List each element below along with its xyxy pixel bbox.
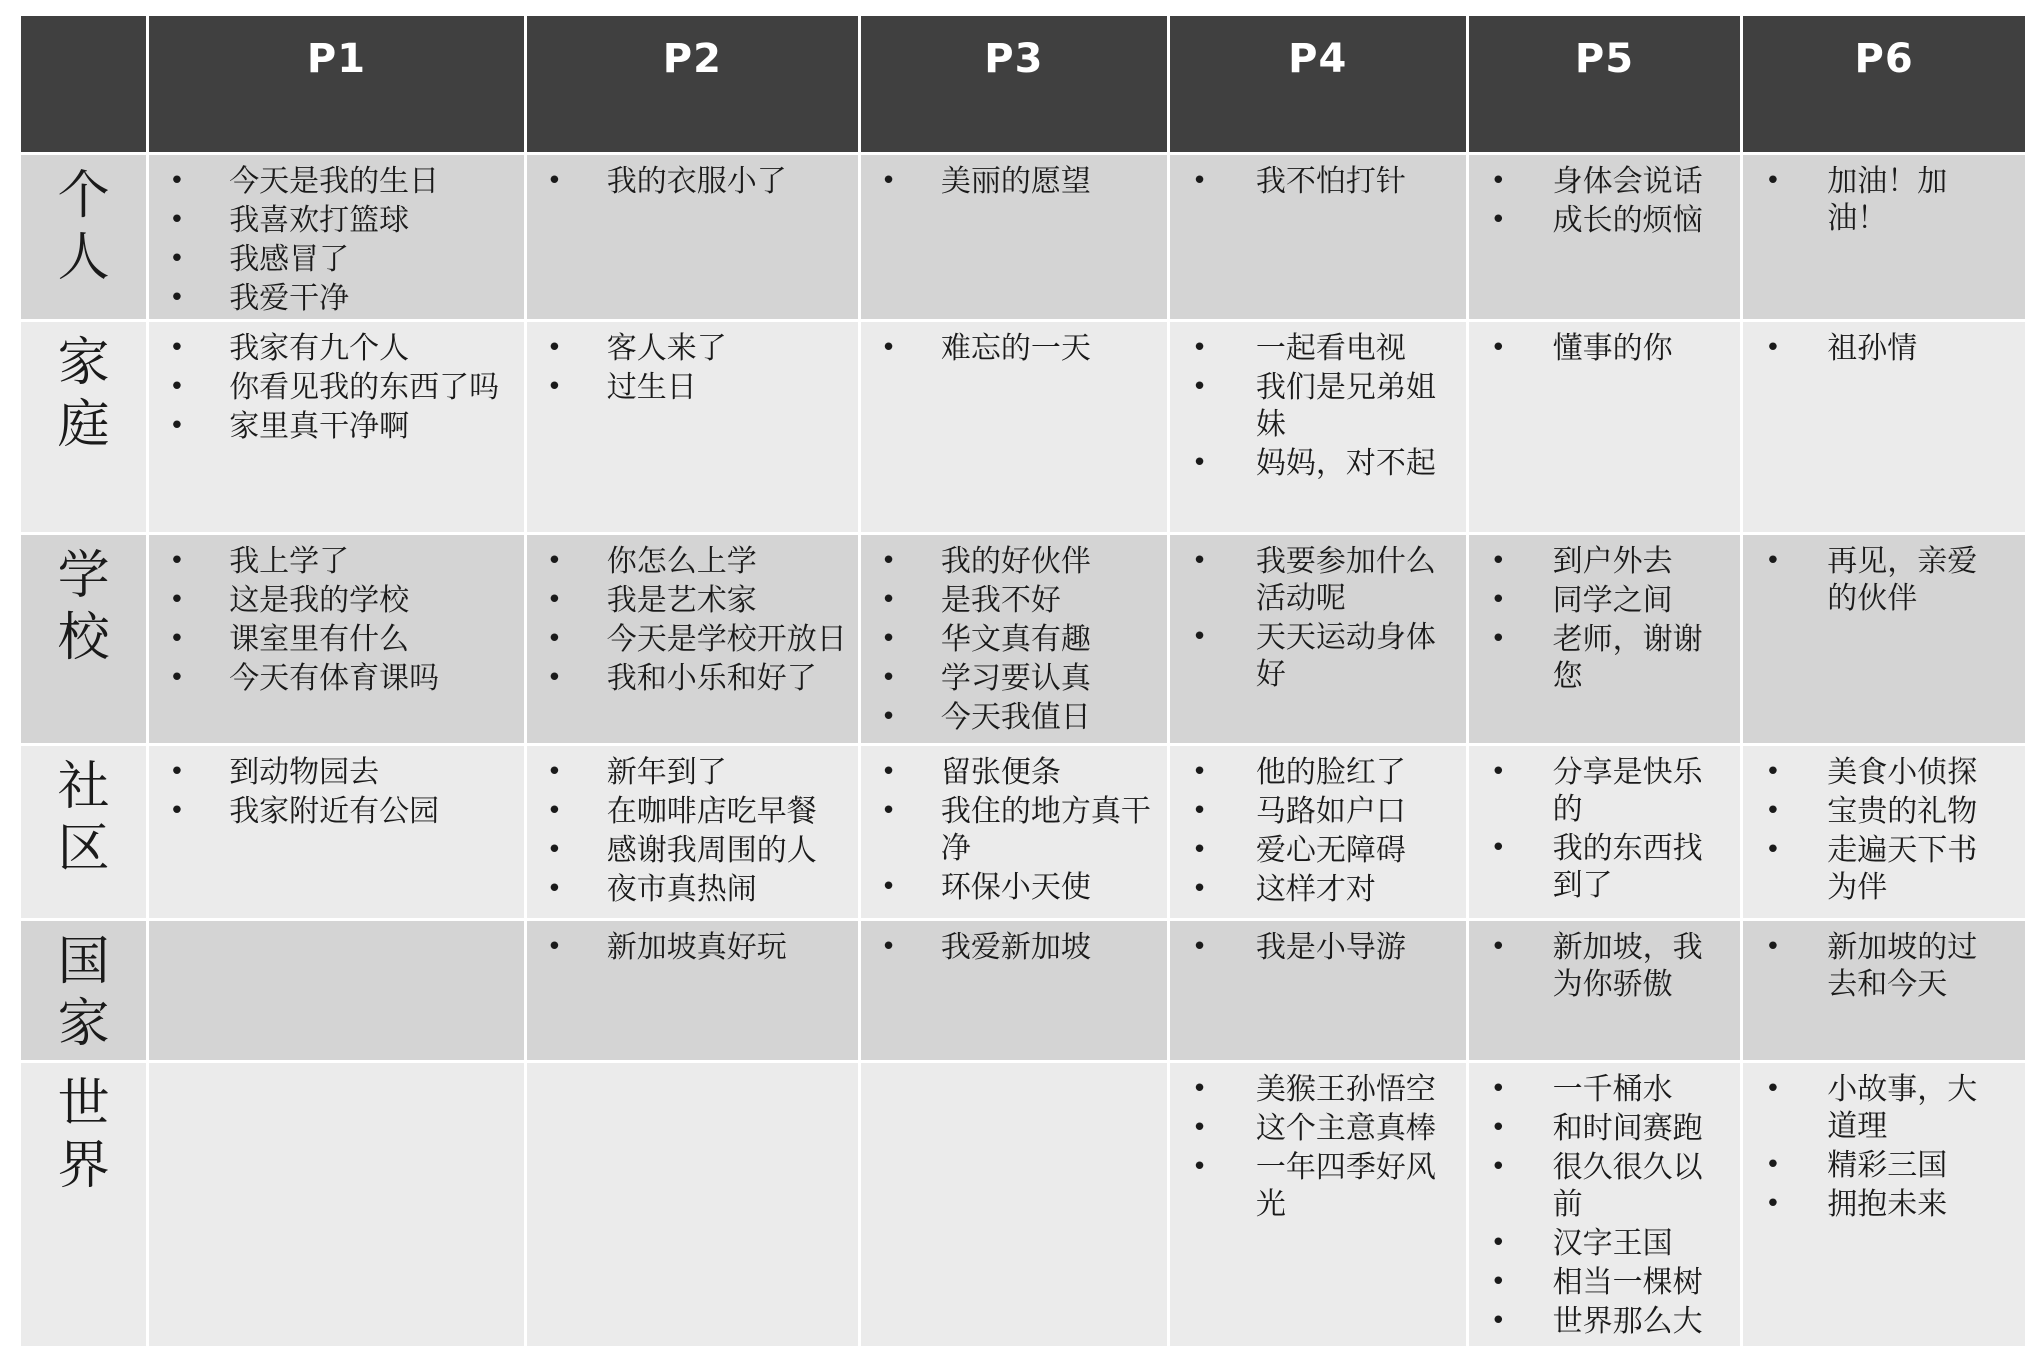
list-item: • 新加坡真好玩	[527, 929, 854, 966]
cell-community-p4	[1170, 746, 1466, 918]
table-body	[21, 155, 2025, 1346]
list-item: • 同学之间	[1469, 582, 1737, 619]
cell-personal-p6	[1743, 155, 2025, 319]
list-item: • 我的衣服小了	[527, 163, 854, 200]
list-item: • 成长的烦恼	[1469, 202, 1737, 239]
list-item: • 美丽的愿望	[861, 163, 1163, 200]
list-item: • 很久很久以前	[1469, 1149, 1737, 1223]
table-row-country	[21, 921, 2025, 1060]
cell-family-p4	[1170, 322, 1466, 532]
list-item: • 今天有体育课吗	[149, 660, 520, 697]
topic-list	[861, 155, 1167, 200]
topic-list	[149, 155, 524, 317]
list-item: • 马路如户口	[1170, 793, 1462, 830]
list-item: • 这样才对	[1170, 871, 1462, 908]
topic-list	[1469, 921, 1741, 1003]
list-item: • 拥抱未来	[1743, 1186, 2021, 1223]
topic-list	[1170, 535, 1466, 693]
topic-list	[1743, 921, 2025, 1003]
cell-world-p1	[149, 1063, 524, 1346]
topic-list	[527, 155, 858, 200]
cell-school-p6	[1743, 535, 2025, 743]
row-label-text: 国家	[57, 932, 110, 1054]
list-item: • 美猴王孙悟空	[1170, 1071, 1462, 1108]
list-item: • 懂事的你	[1469, 330, 1737, 367]
list-item: • 一年四季好风光	[1170, 1149, 1462, 1223]
row-label-text: 个人	[57, 166, 110, 288]
cell-family-p1	[149, 322, 524, 532]
cell-family-p6	[1743, 322, 2025, 532]
list-item: • 新加坡，我为你骄傲	[1469, 929, 1737, 1003]
list-item: • 身体会说话	[1469, 163, 1737, 200]
curriculum-table-container	[18, 13, 2028, 1355]
list-item: • 感谢我周围的人	[527, 832, 854, 869]
table-row-school	[21, 535, 2025, 743]
list-item: • 我的东西找到了	[1469, 830, 1737, 904]
topic-list	[1743, 535, 2025, 617]
cell-school-p4	[1170, 535, 1466, 743]
list-item: • 汉字王国	[1469, 1225, 1737, 1262]
list-item: • 华文真有趣	[861, 621, 1163, 658]
list-item: • 再见，亲爱的伙伴	[1743, 543, 2021, 617]
topic-list	[861, 921, 1167, 966]
list-item: • 你看见我的东西了吗	[149, 369, 520, 406]
cell-school-p5	[1469, 535, 1741, 743]
list-item: • 我家有九个人	[149, 330, 520, 367]
header-row	[21, 16, 2025, 152]
list-item: • 分享是快乐的	[1469, 754, 1737, 828]
list-item: • 留张便条	[861, 754, 1163, 791]
topic-list	[1469, 322, 1741, 367]
topic-list	[1170, 921, 1466, 966]
list-item: • 我不怕打针	[1170, 163, 1462, 200]
cell-school-p1	[149, 535, 524, 743]
list-item: • 你怎么上学	[527, 543, 854, 580]
topic-list	[1743, 1063, 2025, 1223]
cell-country-p5	[1469, 921, 1741, 1060]
list-item: • 今天我值日	[861, 699, 1163, 736]
list-item: • 过生日	[527, 369, 854, 406]
list-item: • 天天运动身体好	[1170, 619, 1462, 693]
list-item: • 他的脸红了	[1170, 754, 1462, 791]
table-row-family	[21, 322, 2025, 532]
row-label-personal	[21, 155, 146, 319]
cell-community-p2	[527, 746, 858, 918]
list-item: • 家里真干净啊	[149, 408, 520, 445]
list-item: • 客人来了	[527, 330, 854, 367]
curriculum-table	[18, 13, 2028, 1349]
list-item: • 美食小侦探	[1743, 754, 2021, 791]
topic-list	[1743, 322, 2025, 367]
column-header-p1: P1	[149, 16, 524, 152]
list-item: • 我爱新加坡	[861, 929, 1163, 966]
cell-family-p3	[861, 322, 1167, 532]
topic-list	[1170, 1063, 1466, 1223]
topic-list	[1469, 535, 1741, 695]
list-item: • 加油！加油！	[1743, 163, 2021, 237]
list-item: • 我要参加什么活动呢	[1170, 543, 1462, 617]
list-item: • 这个主意真棒	[1170, 1110, 1462, 1147]
corner-cell	[21, 16, 146, 152]
list-item: • 我们是兄弟姐妹	[1170, 369, 1462, 443]
topic-list	[527, 921, 858, 966]
cell-community-p1	[149, 746, 524, 918]
list-item: • 我是艺术家	[527, 582, 854, 619]
topic-list	[149, 746, 524, 830]
topic-list	[527, 535, 858, 697]
list-item: • 相当一棵树	[1469, 1264, 1737, 1301]
table-row-community	[21, 746, 2025, 918]
list-item: • 祖孙情	[1743, 330, 2021, 367]
cell-world-p6	[1743, 1063, 2025, 1346]
list-item: • 到户外去	[1469, 543, 1737, 580]
list-item: • 我感冒了	[149, 241, 520, 278]
cell-country-p4	[1170, 921, 1466, 1060]
list-item: • 我是小导游	[1170, 929, 1462, 966]
cell-personal-p1	[149, 155, 524, 319]
column-header-p5: P5	[1469, 16, 1741, 152]
row-label-country	[21, 921, 146, 1060]
list-item: • 是我不好	[861, 582, 1163, 619]
topic-list	[861, 322, 1167, 367]
list-item: • 世界那么大	[1469, 1303, 1737, 1340]
row-label-family	[21, 322, 146, 532]
list-item: • 学习要认真	[861, 660, 1163, 697]
topic-list	[527, 746, 858, 908]
cell-personal-p5	[1469, 155, 1741, 319]
cell-personal-p2	[527, 155, 858, 319]
list-item: • 今天是我的生日	[149, 163, 520, 200]
column-header-p2: P2	[527, 16, 858, 152]
list-item: • 一千桶水	[1469, 1071, 1737, 1108]
topic-list	[527, 322, 858, 406]
table-row-world	[21, 1063, 2025, 1346]
topic-list	[861, 535, 1167, 736]
cell-family-p5	[1469, 322, 1741, 532]
list-item: • 走遍天下书为伴	[1743, 832, 2021, 906]
table-row-personal	[21, 155, 2025, 319]
list-item: • 小故事，大道理	[1743, 1071, 2021, 1145]
list-item: • 我喜欢打篮球	[149, 202, 520, 239]
topic-list	[1170, 322, 1466, 482]
cell-school-p2	[527, 535, 858, 743]
cell-family-p2	[527, 322, 858, 532]
list-item: • 一起看电视	[1170, 330, 1462, 367]
column-header-p4: P4	[1170, 16, 1466, 152]
list-item: • 我爱干净	[149, 280, 520, 317]
row-label-text: 世界	[57, 1074, 110, 1196]
topic-list	[149, 535, 524, 697]
list-item: • 精彩三国	[1743, 1147, 2021, 1184]
list-item: • 妈妈，对不起	[1170, 445, 1462, 482]
list-item: • 老师，谢谢您	[1469, 621, 1737, 695]
topic-list	[1170, 155, 1466, 200]
column-header-p6: P6	[1743, 16, 2025, 152]
list-item: • 和时间赛跑	[1469, 1110, 1737, 1147]
topic-list	[1469, 155, 1741, 239]
cell-personal-p4	[1170, 155, 1466, 319]
list-item: • 我住的地方真干净	[861, 793, 1163, 867]
list-item: • 在咖啡店吃早餐	[527, 793, 854, 830]
list-item: • 难忘的一天	[861, 330, 1163, 367]
column-header-p3: P3	[861, 16, 1167, 152]
list-item: • 新年到了	[527, 754, 854, 791]
cell-community-p5	[1469, 746, 1741, 918]
row-label-school	[21, 535, 146, 743]
topic-list	[1743, 746, 2025, 906]
list-item: • 我和小乐和好了	[527, 660, 854, 697]
list-item: • 这是我的学校	[149, 582, 520, 619]
cell-country-p2	[527, 921, 858, 1060]
list-item: • 我的好伙伴	[861, 543, 1163, 580]
list-item: • 夜市真热闹	[527, 871, 854, 908]
cell-community-p6	[1743, 746, 2025, 918]
topic-list	[1469, 746, 1741, 904]
row-label-text: 家庭	[57, 333, 110, 455]
cell-country-p6	[1743, 921, 2025, 1060]
cell-world-p2	[527, 1063, 858, 1346]
row-label-community	[21, 746, 146, 918]
cell-world-p5	[1469, 1063, 1741, 1346]
topic-list	[149, 322, 524, 445]
topic-list	[861, 746, 1167, 906]
list-item: • 课室里有什么	[149, 621, 520, 658]
row-label-text: 社区	[57, 757, 110, 879]
list-item: • 到动物园去	[149, 754, 520, 791]
cell-school-p3	[861, 535, 1167, 743]
row-label-text: 学校	[57, 546, 110, 668]
list-item: • 新加坡的过去和今天	[1743, 929, 2021, 1003]
list-item: • 宝贵的礼物	[1743, 793, 2021, 830]
list-item: • 爱心无障碍	[1170, 832, 1462, 869]
list-item: • 环保小天使	[861, 869, 1163, 906]
cell-world-p3	[861, 1063, 1167, 1346]
cell-country-p1	[149, 921, 524, 1060]
topic-list	[1469, 1063, 1741, 1340]
list-item: • 今天是学校开放日	[527, 621, 854, 658]
cell-country-p3	[861, 921, 1167, 1060]
cell-personal-p3	[861, 155, 1167, 319]
cell-community-p3	[861, 746, 1167, 918]
list-item: • 我家附近有公园	[149, 793, 520, 830]
topic-list	[1170, 746, 1466, 908]
cell-world-p4	[1170, 1063, 1466, 1346]
row-label-world	[21, 1063, 146, 1346]
topic-list	[1743, 155, 2025, 237]
list-item: • 我上学了	[149, 543, 520, 580]
